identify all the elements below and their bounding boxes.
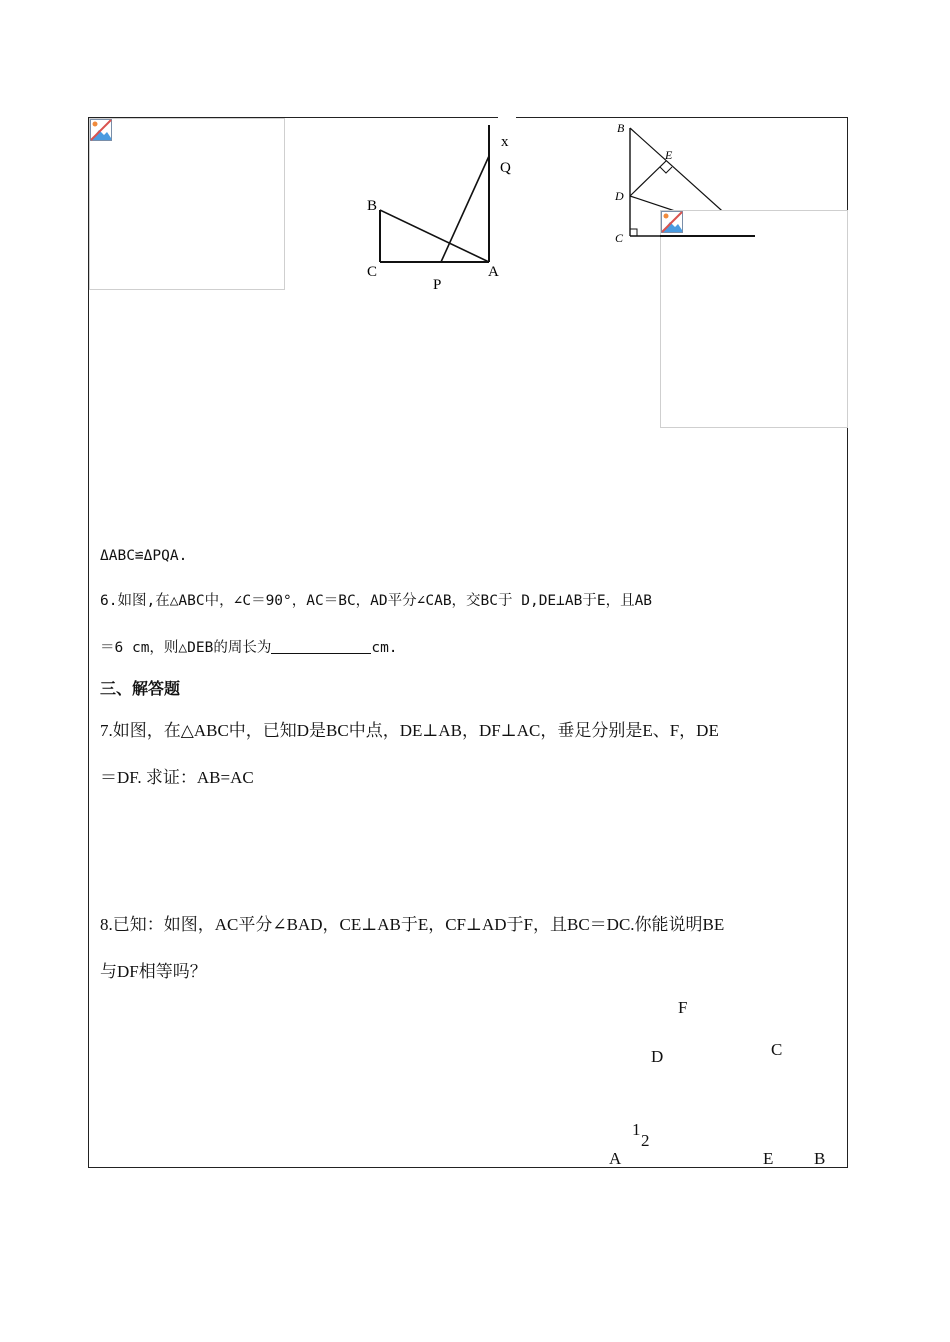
fig3-label-A: A bbox=[609, 1149, 622, 1168]
right-angle-E bbox=[660, 167, 672, 173]
label-A: A bbox=[488, 264, 499, 280]
image-placeholder-left bbox=[89, 118, 285, 290]
q5-conclusion: ΔABC≌ΔPQA. bbox=[100, 548, 188, 564]
label-E: E bbox=[665, 148, 673, 162]
q6-line-2-pre: ＝6 cm，则△DEB的周长为 bbox=[100, 640, 272, 656]
fig3-label-C: C bbox=[771, 1040, 783, 1059]
label-P: P bbox=[433, 277, 442, 293]
label-B: B bbox=[367, 198, 378, 214]
label-C: C bbox=[367, 264, 378, 280]
q7-line-2: ＝DF. 求证：AB=AC bbox=[100, 768, 254, 787]
label-Q: Q bbox=[500, 160, 511, 176]
label-B: B bbox=[617, 121, 625, 135]
q6-line-2 bbox=[100, 636, 398, 657]
section-3-title: 三、解答题 bbox=[100, 679, 181, 698]
fig3-label-E: E bbox=[763, 1149, 774, 1168]
label-C: C bbox=[615, 231, 624, 245]
fig3-label-F: F bbox=[678, 998, 688, 1017]
fig3-label-B: B bbox=[814, 1149, 826, 1168]
figure-1-triangle bbox=[355, 120, 525, 300]
q6-line-1: 6.如图,在△ABC中，∠C＝90°，AC＝BC，AD平分∠CAB，交BC于 D,DE⊥AB于E，且AB bbox=[100, 593, 653, 609]
triangle-base-overlap bbox=[660, 235, 755, 237]
broken-image-icon bbox=[90, 119, 112, 141]
segment-DE bbox=[630, 161, 666, 196]
broken-image-icon bbox=[661, 211, 683, 233]
q8-line-1: 8.已知：如图，AC平分∠BAD，CE⊥AB于E，CF⊥AD于F，且BC＝DC.你能说明BE bbox=[100, 915, 725, 934]
answer-blank bbox=[271, 639, 371, 654]
label-x: x bbox=[501, 134, 509, 150]
segment-PQ bbox=[441, 156, 489, 262]
fig3-label-D: D bbox=[651, 1047, 664, 1066]
image-placeholder-right bbox=[660, 210, 848, 428]
fig3-label-1: 1 bbox=[632, 1120, 641, 1139]
q7-line-1: 7.如图，在△ABC中，已知D是BC中点，DE⊥AB，DF⊥AC，垂足分别是E、F，DE bbox=[100, 721, 719, 740]
right-angle-C bbox=[630, 229, 637, 236]
fig3-label-2: 2 bbox=[641, 1131, 650, 1150]
q8-line-2: 与DF相等吗？ bbox=[100, 962, 207, 981]
segment-BA bbox=[380, 210, 489, 262]
label-D: D bbox=[615, 189, 624, 203]
q6-line-2-post: cm. bbox=[371, 640, 398, 656]
